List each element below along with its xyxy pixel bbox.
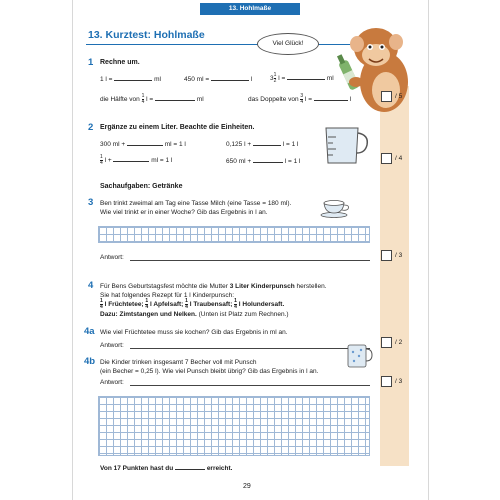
task-4a-answer-line[interactable] [130, 348, 370, 349]
score-label-4b: / 3 [395, 378, 403, 385]
section-heading: Sachaufgaben: Getränke [100, 183, 183, 190]
task-4-line-4: Dazu: Zimtstangen und Nelken. (Unten ist Platz zum Rechnen.) [100, 311, 289, 318]
score-box-1[interactable] [381, 91, 392, 102]
page-number: 29 [243, 483, 251, 490]
task-4b-line-1: Die Kinder trinken insgesamt 7 Becher voll mit Punsch [100, 359, 257, 366]
task-1-heading: Rechne um. [100, 59, 140, 66]
speech-bubble: Viel Glück! [257, 33, 319, 55]
task-2-number: 2 [88, 122, 94, 133]
answer-blank[interactable] [287, 74, 325, 80]
score-label-4a: / 2 [395, 339, 403, 346]
answer-blank[interactable] [155, 95, 195, 101]
task-2-row-a1: 300 ml + ml = 1 l [100, 141, 186, 148]
task-4a-answer-label: Antwort: [100, 342, 124, 349]
answer-blank[interactable] [127, 140, 163, 146]
total-score-blank[interactable] [175, 464, 205, 470]
score-box-4b[interactable] [381, 376, 392, 387]
task-4b-line-2: (ein Becher = 0,25 l). Wie viel Punsch bleibt übrig? Gib das Ergebnis in l an. [100, 368, 319, 375]
score-label-1: / 5 [395, 93, 403, 100]
answer-blank[interactable] [211, 75, 249, 81]
score-sidebar [380, 86, 409, 466]
task-3-answer-line[interactable] [130, 260, 370, 261]
task-4-line-1: Für Bens Geburtstagsfest möchte die Mutter 3 Liter Kinderpunsch herstellen. [100, 283, 327, 290]
answer-blank[interactable] [314, 95, 348, 101]
task-2-heading: Ergänze zu einem Liter. Beachte die Einheiten. [100, 124, 255, 131]
calculation-grid-3[interactable] [98, 226, 370, 243]
score-label-2: / 4 [395, 155, 403, 162]
task-3-number: 3 [88, 197, 94, 208]
score-box-3[interactable] [381, 250, 392, 261]
task-2-row-b1: $\frac{1}{4}$ l + ml = 1 l [100, 154, 173, 166]
calculation-grid-4[interactable] [98, 396, 370, 456]
task-2-row-b2: 650 ml + l = 1 l [226, 158, 301, 165]
task-4b-answer-line[interactable] [130, 385, 370, 386]
page-title: 13. Kurztest: Hohlmaße [88, 29, 205, 41]
total-score-line: Von 17 Punkten hast du erreicht. [100, 465, 233, 472]
score-box-4a[interactable] [381, 337, 392, 348]
task-1-number: 1 [88, 57, 94, 68]
mug-icon [344, 340, 374, 370]
task-4b-number: 4b [84, 356, 96, 367]
score-box-2[interactable] [381, 153, 392, 164]
task-1-row-2b: das Doppelte von $\frac{3}{4}$ l = l [248, 93, 352, 105]
answer-blank[interactable] [114, 75, 152, 81]
answer-blank[interactable] [113, 156, 149, 162]
task-1-row-1c: 3 $\frac{1}{2}$ l = ml [270, 72, 334, 84]
task-2-row-a2: 0,125 l + l = 1 l [226, 141, 299, 148]
chapter-tab: 13. Hohlmaße [200, 3, 300, 15]
task-4b-answer-label: Antwort: [100, 379, 124, 386]
task-4a-number: 4a [84, 326, 95, 337]
task-4-line-2: Sie hat folgendes Rezept für 1 l Kinderpunsch: [100, 292, 235, 299]
task-3-answer-label: Antwort: [100, 254, 124, 261]
cup-icon [320, 198, 352, 218]
answer-blank[interactable] [253, 140, 281, 146]
task-3-line-2: Wie viel trinkt er in einer Woche? Gib das Ergebnis in l an. [100, 209, 268, 216]
task-4-recipe: $\frac{1}{4}$ l Früchtetee; $\frac{1}{4}$ l Apfelsaft; $\frac{1}{4}$ l Traubensaft; $\frac{1}{4}$ l Holundersaft. [100, 298, 285, 310]
task-4-number: 4 [88, 280, 94, 291]
task-1-row-1a: 1 l = ml [100, 76, 161, 83]
task-4a-line: Wie viel Früchtetee muss sie kochen? Gib das Ergebnis in ml an. [100, 329, 288, 336]
measuring-jug-icon [322, 125, 372, 165]
task-1-row-2a: die Hälfte von $\frac{1}{4}$ l = ml [100, 93, 204, 105]
answer-blank[interactable] [253, 157, 283, 163]
score-label-3: / 3 [395, 252, 403, 259]
task-3-line-1: Ben trinkt zweimal am Tag eine Tasse Milch (eine Tasse = 180 ml). [100, 200, 292, 207]
task-1-row-1b: 450 ml = l [184, 76, 253, 83]
